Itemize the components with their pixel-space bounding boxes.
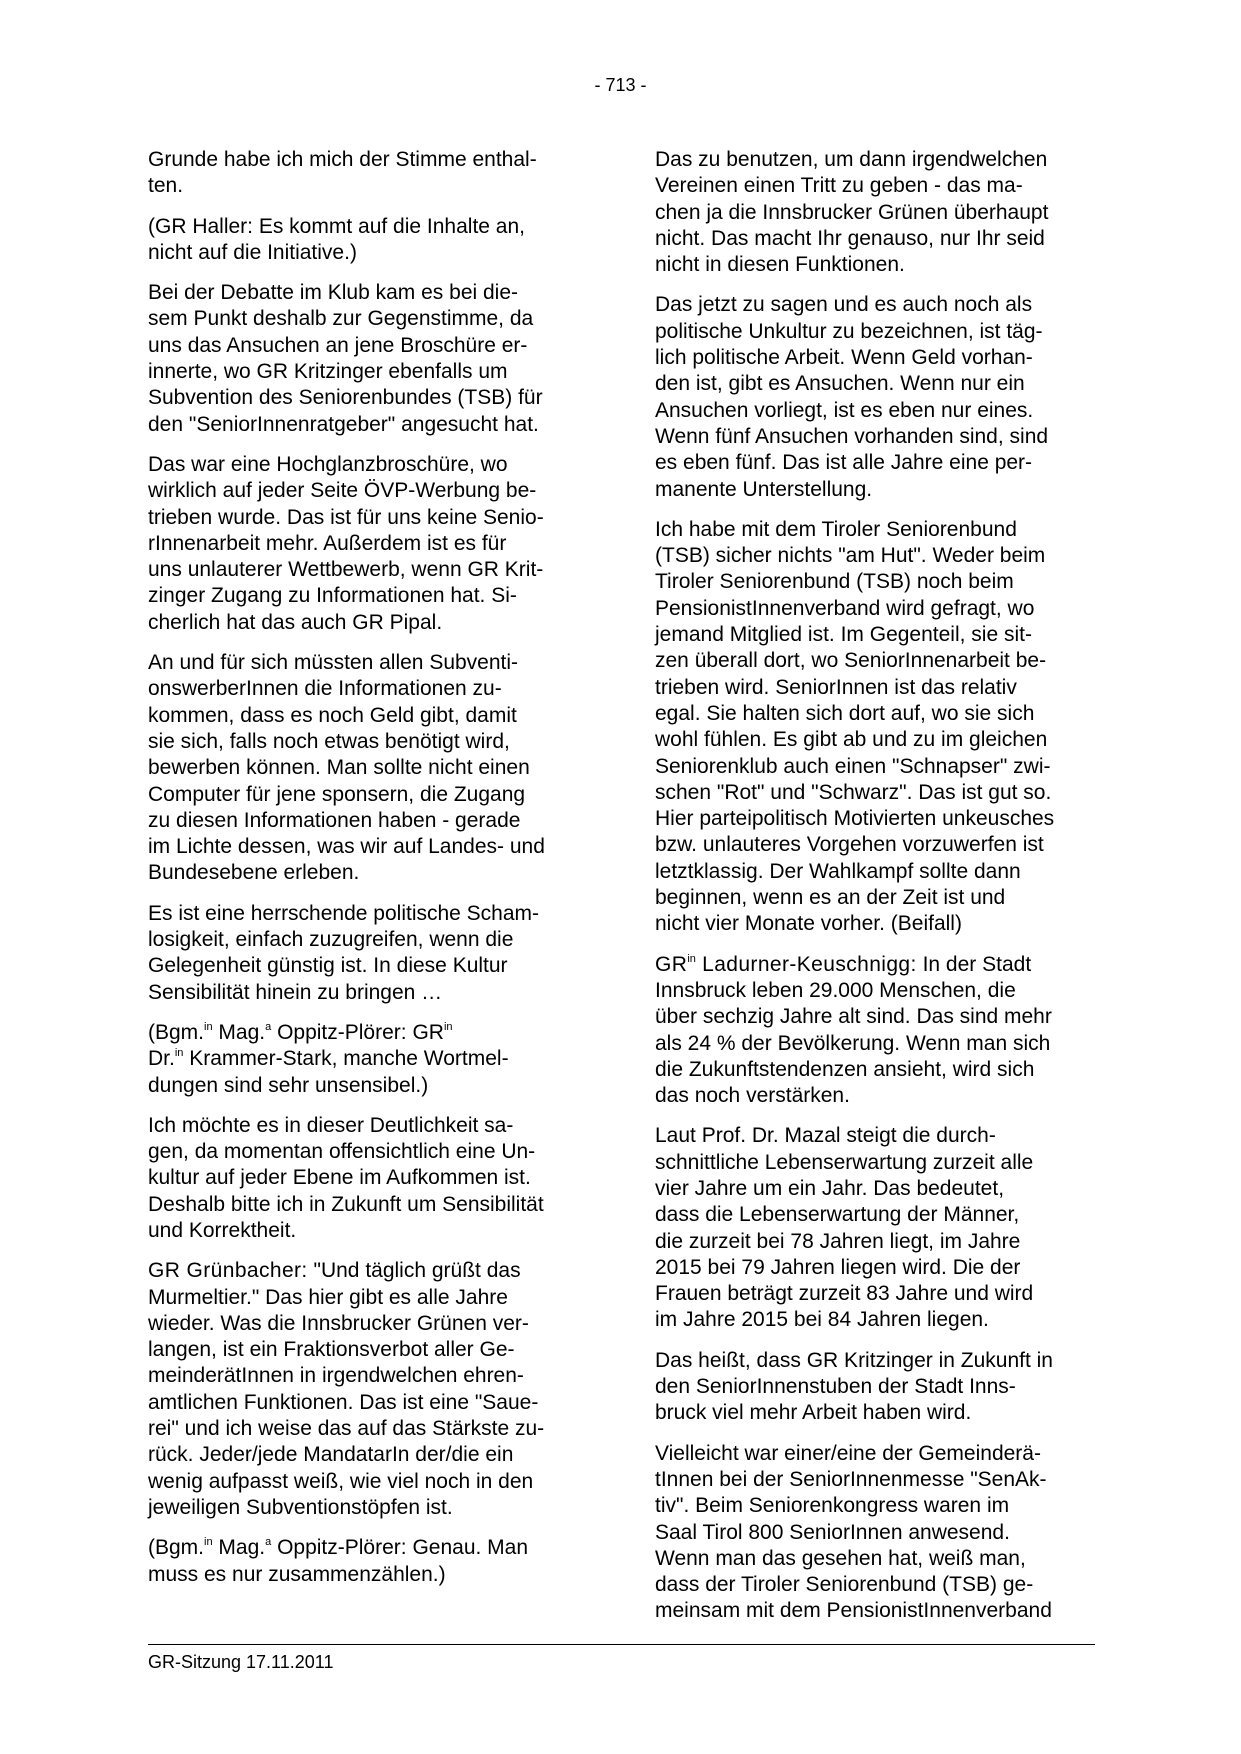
text-line: Sensibilität hinein zu bringen … <box>148 980 443 1004</box>
text-line: uns unlauterer Wettbewerb, wenn GR Krit- <box>148 558 544 582</box>
paragraph <box>148 1535 586 1588</box>
text-line: Gelegenheit günstig ist. In diese Kultur <box>148 954 508 978</box>
text-line: beginnen, wenn es an der Zeit ist und <box>655 886 1006 910</box>
paragraph <box>148 1113 586 1244</box>
text-line: cherlich hat das auch GR Pipal. <box>148 610 443 634</box>
page-number: - 713 - <box>594 75 647 95</box>
text-line: Das jetzt zu sagen und es auch noch als <box>655 293 1033 317</box>
speaker-name: GR Grünbacher: <box>148 1259 308 1283</box>
paragraph <box>655 1441 1093 1625</box>
text-line: Ansuchen vorliegt, ist es eben nur eines. <box>655 398 1034 422</box>
paragraph <box>148 650 586 887</box>
text-line: jeweiligen Subventionstöpfen ist. <box>148 1495 453 1519</box>
text-line: 2015 bei 79 Jahren liegen wird. Die der <box>655 1255 1021 1279</box>
text-line <box>148 1258 586 1284</box>
text-line: bruck viel mehr Arbeit haben wird. <box>655 1401 972 1425</box>
paragraph <box>148 1258 586 1521</box>
text-line: Das war eine Hochglanzbroschüre, wo <box>148 452 508 476</box>
text-line: politische Unkultur zu bezeichnen, ist täg- <box>655 319 1043 343</box>
text-run: (Bgm. <box>148 1020 205 1044</box>
text-line: dungen sind sehr unsensibel.) <box>148 1073 429 1097</box>
text-line: muss es nur zusammenzählen.) <box>148 1562 446 1586</box>
text-line: den "SeniorInnenratgeber" angesucht hat. <box>148 412 539 436</box>
paragraph <box>148 452 586 636</box>
superscript: in <box>174 1047 184 1060</box>
text-line: dass der Tiroler Seniorenbund (TSB) ge- <box>655 1573 1034 1597</box>
text-line: meinderätInnen in irgendwelchen ehren- <box>148 1364 524 1388</box>
text-line: im Jahre 2015 bei 84 Jahren liegen. <box>655 1308 989 1332</box>
text-line: (GR Haller: Es kommt auf die Inhalte an, <box>148 214 525 238</box>
text-line: Subvention des Seniorenbundes (TSB) für <box>148 386 543 410</box>
text-line: tiv". Beim Seniorenkongress waren im <box>655 1494 1010 1518</box>
text-line: die Zukunftstendenzen ansieht, wird sich <box>655 1057 1035 1081</box>
text-line: rück. Jeder/jede MandatarIn der/die ein <box>148 1443 514 1467</box>
text-line: nicht in diesen Funktionen. <box>655 253 905 277</box>
speaker-title: GR <box>655 952 688 976</box>
paragraph <box>655 147 1093 278</box>
text-line: tInnen bei der SeniorInnenmesse "SenAk- <box>655 1467 1047 1491</box>
text-line: den ist, gibt es Ansuchen. Wenn nur ein <box>655 372 1025 396</box>
text-line: trieben wird. SeniorInnen ist das relativ <box>655 675 1017 699</box>
text-line: Hier parteipolitisch Motivierten unkeusches <box>655 807 1055 831</box>
text-line: manente Unterstellung. <box>655 477 873 501</box>
paragraph <box>148 1020 586 1099</box>
text-line: Computer für jene sponsern, die Zugang <box>148 782 526 806</box>
text-run: In der Stadt <box>916 952 1032 976</box>
text-line: Wenn man das gesehen hat, weiß man, <box>655 1546 1026 1570</box>
text-line: nicht auf die Initiative.) <box>148 240 357 264</box>
superscript: in <box>204 1536 213 1549</box>
paragraph <box>655 292 1093 502</box>
text-line: Ich möchte es in dieser Deutlichkeit sa- <box>148 1113 514 1137</box>
text-run: Krammer-Stark, manche Wortmel- <box>183 1047 509 1071</box>
text-line: wieder. Was die Innsbrucker Grünen ver- <box>148 1311 529 1335</box>
superscript: in <box>687 952 696 965</box>
text-line: meinsam mit dem PensionistInnenverband <box>655 1599 1052 1623</box>
text-line: bewerben können. Man sollte nicht einen <box>148 756 530 780</box>
text-line: zinger Zugang zu Informationen hat. Si- <box>148 584 517 608</box>
text-line: zu diesen Informationen haben - gerade <box>148 808 521 832</box>
text-line: Bundesebene erleben. <box>148 861 360 885</box>
paragraph <box>655 1123 1093 1333</box>
text-line: chen ja die Innsbrucker Grünen überhaupt <box>655 200 1049 224</box>
text-line: Murmeltier." Das hier gibt es alle Jahre <box>148 1285 508 1309</box>
text-line: kultur auf jeder Ebene im Aufkommen ist. <box>148 1166 531 1190</box>
text-line: im Lichte dessen, was wir auf Landes- und <box>148 835 545 859</box>
text-line: gen, da momentan offensichtlich eine Un- <box>148 1140 536 1164</box>
text-line: nicht. Das macht Ihr genauso, nur Ihr seid <box>655 226 1045 250</box>
text-line: wirklich auf jeder Seite ÖVP-Werbung be- <box>148 479 537 503</box>
text-line: sem Punkt deshalb zur Gegenstimme, da <box>148 307 534 331</box>
text-run: (Bgm. <box>148 1536 205 1560</box>
right-column <box>655 147 1093 1639</box>
text-line: nicht vier Monate vorher. (Beifall) <box>655 912 962 936</box>
text-line: Frauen beträgt zurzeit 83 Jahre und wird <box>655 1282 1034 1306</box>
text-line: rInnenarbeit mehr. Außerdem ist es für <box>148 531 507 555</box>
text-line: losigkeit, einfach zuzugreifen, wenn die <box>148 928 514 952</box>
text-line: Seniorenklub auch einen "Schnapser" zwi- <box>655 754 1051 778</box>
text-line <box>655 952 1093 978</box>
text-line: Saal Tirol 800 SeniorInnen anwesend. <box>655 1520 1010 1544</box>
paragraph <box>148 280 586 438</box>
text-line: Deshalb bitte ich in Zukunft um Sensibilität <box>148 1192 544 1216</box>
text-line: Laut Prof. Dr. Mazal steigt die durch- <box>655 1124 996 1148</box>
paragraph <box>148 901 586 1006</box>
text-run: Oppitz-Plörer: Genau. Man <box>271 1536 529 1560</box>
text-line: Wenn fünf Ansuchen vorhanden sind, sind <box>655 424 1049 448</box>
text-line: Das heißt, dass GR Kritzinger in Zukunft in <box>655 1348 1053 1372</box>
text-line: zen überall dort, wo SeniorInnenarbeit be- <box>655 649 1047 673</box>
text-line: (TSB) sicher nichts "am Hut". Weder beim <box>655 544 1046 568</box>
superscript: in <box>204 1020 213 1033</box>
text-line: Tiroler Seniorenbund (TSB) noch beim <box>655 570 1014 594</box>
speaker-name: Ladurner-Keuschnigg: <box>695 952 917 976</box>
text-line: die zurzeit bei 78 Jahren liegt, im Jahre <box>655 1229 1021 1253</box>
text-line: onswerberInnen die Informationen zu- <box>148 677 502 701</box>
text-line <box>148 1020 586 1046</box>
text-line: Bei der Debatte im Klub kam es bei die- <box>148 281 519 305</box>
text-line: dass die Lebenserwartung der Männer, <box>655 1203 1020 1227</box>
text-line: An und für sich müssten allen Subventi- <box>148 651 519 675</box>
text-line: schen "Rot" und "Schwarz". Das ist gut so. <box>655 780 1052 804</box>
text-line: über sechzig Jahre alt sind. Das sind mehr <box>655 1005 1052 1029</box>
text-line: und Korrektheit. <box>148 1218 297 1242</box>
text-line: Vielleicht war einer/eine der Gemeinderä- <box>655 1441 1041 1465</box>
text-line: den SeniorInnenstuben der Stadt Inns- <box>655 1375 1016 1399</box>
text-line: schnittliche Lebenserwartung zurzeit alle <box>655 1150 1034 1174</box>
text-line: Vereinen einen Tritt zu geben - das ma- <box>655 174 1023 198</box>
text-line: das noch verstärken. <box>655 1084 850 1108</box>
superscript: in <box>443 1020 453 1033</box>
text-line: vier Jahre um ein Jahr. Das bedeutet, <box>655 1176 1005 1200</box>
text-run: Oppitz-Plörer: GR <box>271 1020 444 1044</box>
text-line: ten. <box>148 174 184 198</box>
footer-divider <box>148 1644 1095 1645</box>
text-line: es eben fünf. Das ist alle Jahre eine per- <box>655 451 1033 475</box>
text-run: "Und täglich grüßt das <box>307 1259 521 1283</box>
superscript: a <box>265 1536 272 1549</box>
text-run: Mag. <box>212 1020 266 1044</box>
superscript: a <box>265 1020 272 1033</box>
paragraph <box>148 147 586 200</box>
text-line: Das zu benutzen, um dann irgendwelchen <box>655 148 1048 171</box>
text-line: Innsbruck leben 29.000 Menschen, die <box>655 978 1016 1002</box>
text-line: letztklassig. Der Wahlkampf sollte dann <box>655 859 1021 883</box>
text-line <box>148 1535 586 1561</box>
paragraph <box>655 1348 1093 1427</box>
text-line: kommen, dass es noch Geld gibt, damit <box>148 703 517 727</box>
footer-session-label: GR-Sitzung 17.11.2011 <box>148 1652 334 1672</box>
text-line: jemand Mitglied ist. Im Gegenteil, sie sit- <box>655 623 1032 647</box>
text-line: langen, ist ein Fraktionsverbot aller Ge- <box>148 1338 515 1362</box>
text-line: amtlichen Funktionen. Das ist eine "Saue- <box>148 1390 539 1414</box>
paragraph <box>655 517 1093 938</box>
text-line: sie sich, falls noch etwas benötigt wird, <box>148 729 510 753</box>
text-line: egal. Sie halten sich dort auf, wo sie sich <box>655 701 1035 725</box>
text-line: wenig aufpasst weiß, wie viel noch in den <box>148 1469 534 1493</box>
text-line: Es ist eine herrschende politische Scham- <box>148 901 540 925</box>
text-line: wohl fühlen. Es gibt ab und zu im gleichen <box>655 728 1048 752</box>
text-run: Mag. <box>212 1536 266 1560</box>
text-line: Ich habe mit dem Tiroler Seniorenbund <box>655 517 1017 541</box>
text-line: als 24 % der Bevölkerung. Wenn man sich <box>655 1031 1051 1055</box>
text-line: uns das Ansuchen an jene Broschüre er- <box>148 333 528 357</box>
text-line: PensionistInnenverband wird gefragt, wo <box>655 596 1035 620</box>
text-line: bzw. unlauteres Vorgehen vorzuwerfen ist <box>655 833 1044 857</box>
paragraph <box>655 952 1093 1110</box>
text-line: lich politische Arbeit. Wenn Geld vorhan- <box>655 346 1033 370</box>
text-line: innerte, wo GR Kritzinger ebenfalls um <box>148 360 508 384</box>
text-line: rei" und ich weise das auf das Stärkste zu- <box>148 1417 545 1441</box>
text-line: Grunde habe ich mich der Stimme enthal- <box>148 148 537 171</box>
text-line <box>148 1046 586 1072</box>
left-column <box>148 147 586 1602</box>
text-run: Dr. <box>148 1047 175 1071</box>
text-line: trieben wurde. Das ist für uns keine Senio- <box>148 505 544 529</box>
paragraph <box>148 214 586 267</box>
